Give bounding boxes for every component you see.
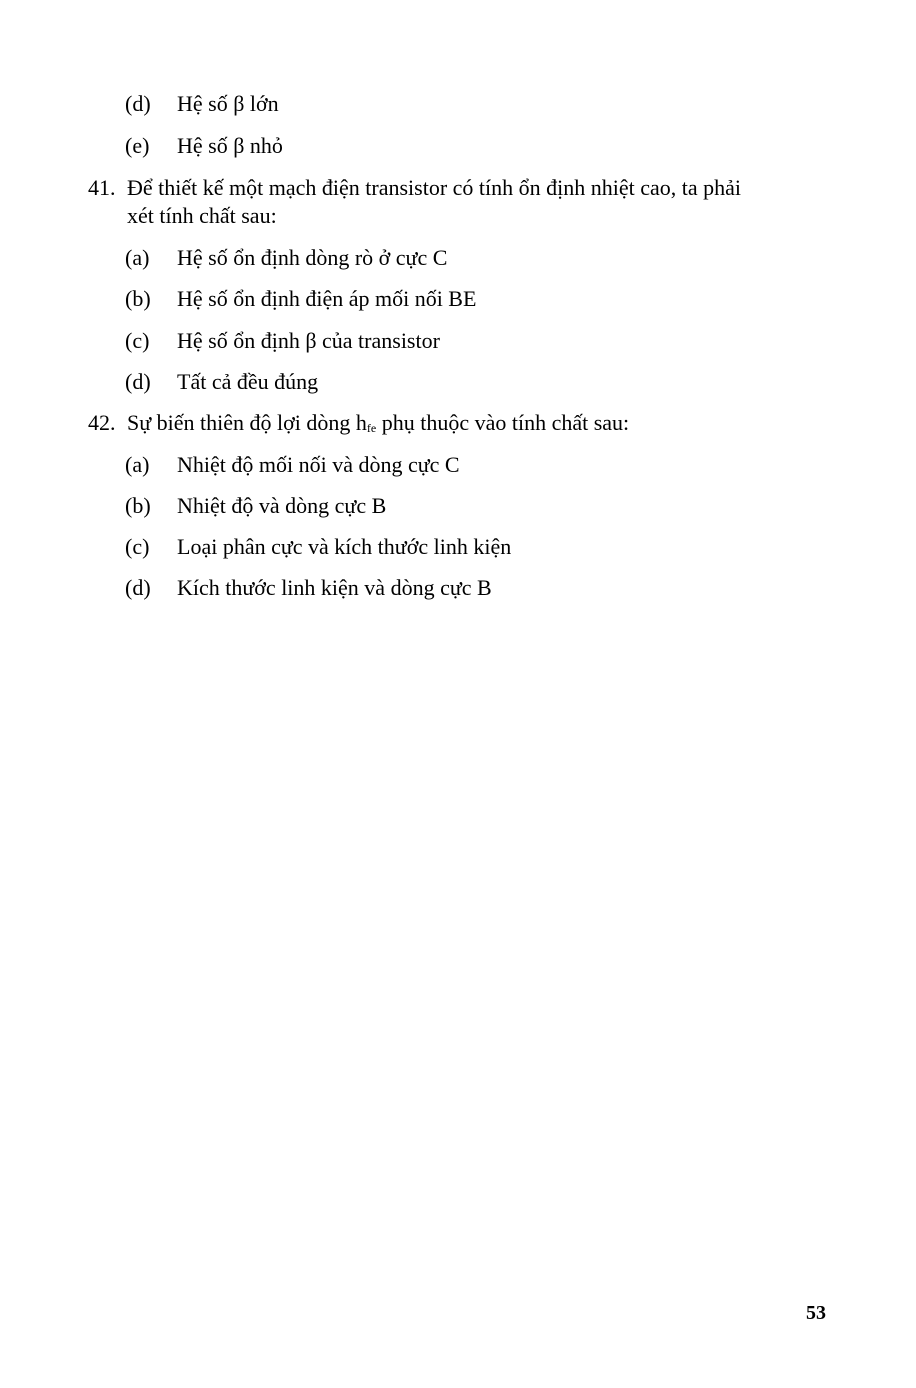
option-text: Hệ số ổn định dòng rò ở cực C — [177, 245, 448, 270]
option-label: (d) — [125, 575, 151, 600]
option-text: Nhiệt độ và dòng cực B — [177, 493, 387, 518]
option-text: Hệ số β lớn — [177, 91, 279, 116]
question-text: xét tính chất sau: — [127, 203, 277, 228]
option-text: Tất cả đều đúng — [177, 369, 319, 394]
option-label: (a) — [125, 245, 150, 270]
question-text — [127, 410, 629, 441]
option-text: Hệ số β nhỏ — [177, 133, 283, 158]
option-label: (c) — [125, 534, 150, 559]
subscript: fe — [366, 421, 377, 435]
option-label: (c) — [125, 328, 150, 353]
question-text-part: Sự biến thiên độ lợi dòng h — [127, 410, 367, 435]
page-number: 53 — [806, 1302, 826, 1324]
question-number: 42. — [88, 410, 116, 435]
question-text: Để thiết kế một mạch điện transistor có tính ổn định nhiệt cao, ta phải — [127, 175, 742, 200]
option-text: Kích thước linh kiện và dòng cực B — [177, 575, 492, 600]
option-text: Hệ số ổn định β của transistor — [177, 328, 440, 353]
option-text: Loại phân cực và kích thước linh kiện — [177, 534, 512, 559]
option-label: (b) — [125, 286, 151, 311]
option-label: (a) — [125, 452, 150, 477]
option-label: (e) — [125, 133, 150, 158]
question-number: 41. — [88, 175, 116, 200]
option-label: (d) — [125, 91, 151, 116]
option-label: (b) — [125, 493, 151, 518]
option-label: (d) — [125, 369, 151, 394]
option-text: Nhiệt độ mối nối và dòng cực C — [177, 452, 460, 477]
option-text: Hệ số ổn định điện áp mối nối BE — [177, 286, 477, 311]
question-text-part: phụ thuộc vào tính chất sau: — [376, 410, 630, 435]
